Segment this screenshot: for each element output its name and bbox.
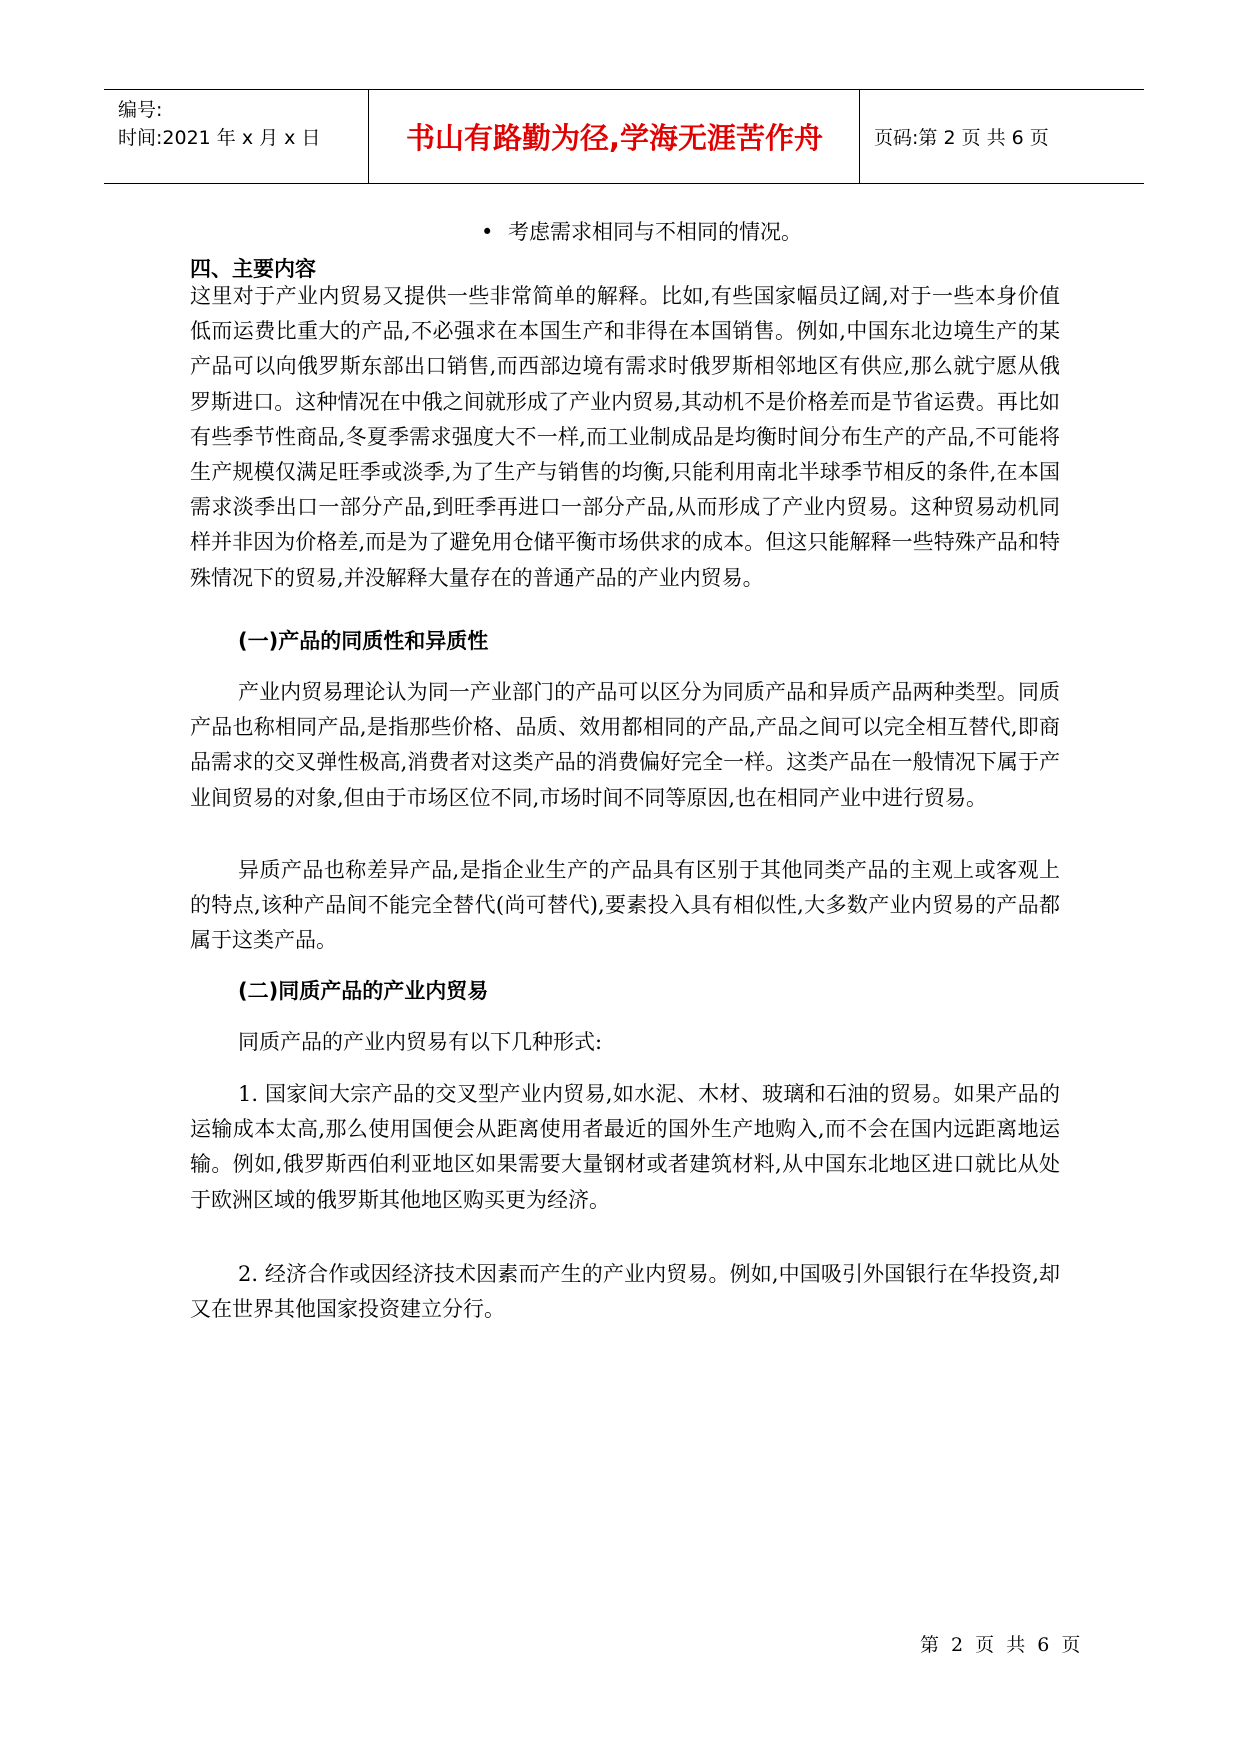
- bullet-list-item: [481, 216, 802, 248]
- paragraph-homogeneous-products: 产业内贸易理论认为同一产业部门的产品可以区分为同质产品和异质产品两种类型。同质产品也称相同产品,是指那些价格、品质、效用都相同的产品,产品之间可以完全相互替代,即商品需求的交叉弹性极高,消费者对这类产品的消费偏好完全一样。这类产品在一般情况下属于产业间贸易的对象,但由于市场区位不同,市场时间不同等原因,也在相同产业中进行贸易。: [190, 680, 1060, 810]
- bullet-text: 考虑需求相同与不相同的情况。: [508, 220, 802, 244]
- header-meta: [118, 96, 358, 152]
- subsection-heading-2: (二)同质产品的产业内贸易: [238, 979, 489, 1003]
- paragraph-forms-intro: 同质产品的产业内贸易有以下几种形式:: [238, 1030, 603, 1054]
- paragraph-form-1: 1. 国家间大宗产品的交叉型产业内贸易,如水泥、木材、玻璃和石油的贸易。如果产品的运输成本太高,那么使用国便会从距离使用者最近的国外生产地购入,而不会在国内远距离地运输。例如,俄罗斯西伯利亚地区如果需要大量钢材或者建筑材料,从中国东北地区进口就比从处于欧洲区域的俄罗斯其他地区购买更为经济。: [190, 1082, 1060, 1212]
- document-number-label: 编号:: [118, 99, 163, 121]
- page-header: [104, 89, 1144, 184]
- document-time-label: 时间:2021 年 x 月 x 日: [118, 127, 321, 149]
- header-divider: [368, 90, 369, 183]
- section-intro-paragraph: 这里对于产业内贸易又提供一些非常简单的解释。比如,有些国家幅员辽阔,对于一些本身价值低而运费比重大的产品,不必强求在本国生产和非得在本国销售。例如,中国东北边境生产的某产品可以向俄罗斯东部出口销售,而西部边境有需求时俄罗斯相邻地区有供应,那么就宁愿从俄罗斯进口。这种情况在中俄之间就形成了产业内贸易,其动机不是价格差而是节省运费。再比如有些季节性商品,冬夏季需求强度大不一样,而工业制成品是均衡时间分布生产的产品,不可能将生产规模仅满足旺季或淡季,为了生产与销售的均衡,只能利用南北半球季节相反的条件,在本国需求淡季出口一部分产品,到旺季再进口一部分产品,从而形成了产业内贸易。这种贸易动机同样并非因为价格差,而是为了避免用仓储平衡市场供求的成本。但这只能解释一些特殊产品和特殊情况下的贸易,并没解释大量存在的普通产品的产业内贸易。: [190, 284, 1060, 590]
- bullet-icon: •: [481, 220, 494, 244]
- header-motto: 书山有路勤为径,学海无涯苦作舟: [405, 121, 824, 155]
- page-footer: 第 2 页 共 6 页: [920, 1634, 1084, 1656]
- header-divider: [859, 90, 860, 183]
- subsection-heading-1: (一)产品的同质性和异质性: [238, 629, 489, 653]
- section-heading: 四、主要内容: [190, 257, 316, 281]
- paragraph-form-2: 2. 经济合作或因经济技术因素而产生的产业内贸易。例如,中国吸引外国银行在华投资,却又在世界其他国家投资建立分行。: [190, 1262, 1060, 1322]
- paragraph-heterogeneous-products: 异质产品也称差异产品,是指企业生产的产品具有区别于其他同类产品的主观上或客观上的特点,该种产品间不能完全替代(尚可替代),要素投入具有相似性,大多数产业内贸易的产品都属于这类产品。: [190, 858, 1060, 953]
- header-page-number: 页码:第 2 页 共 6 页: [874, 127, 1049, 149]
